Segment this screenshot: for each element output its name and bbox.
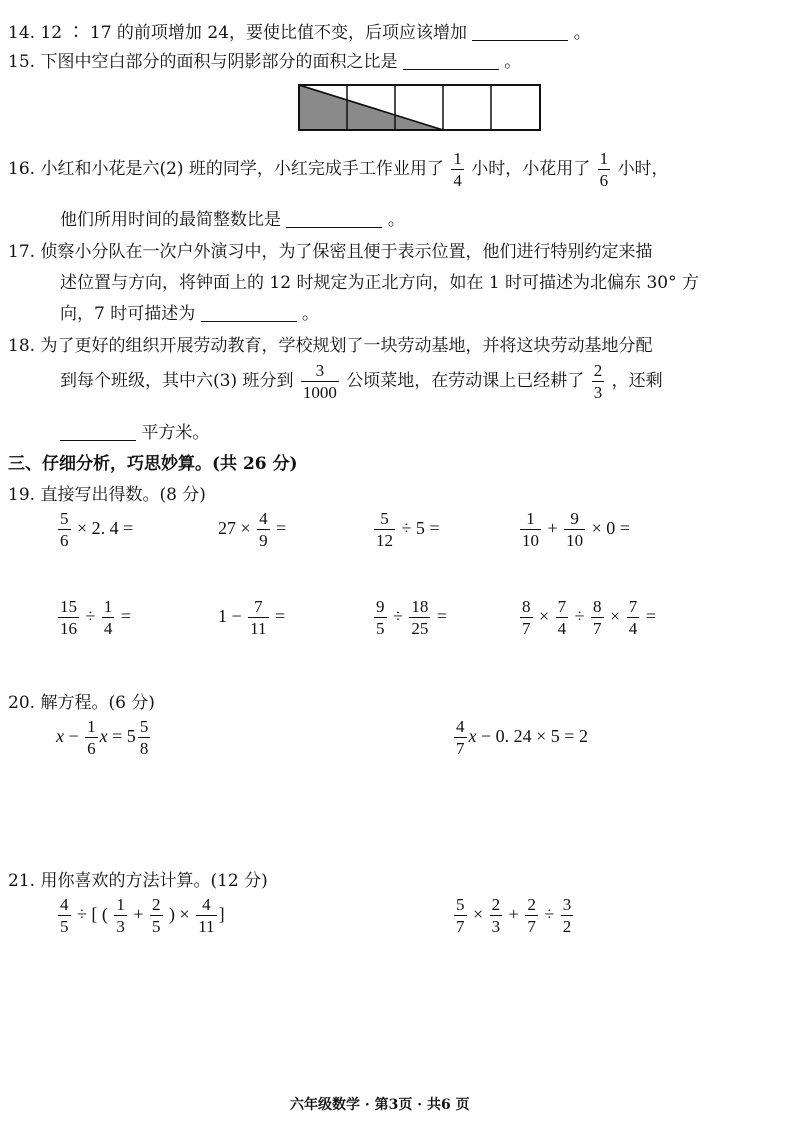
calc-19-7: $\frac{9}{5}$ ÷ $\frac{18}{25}$ = bbox=[376, 597, 448, 638]
equation-20-1: x − $\frac{1}{6}$ x = 5 $\frac{5}{8}$ bbox=[56, 717, 149, 758]
q14-answer-blank[interactable] bbox=[472, 22, 568, 41]
q16-text-b: 小时，小花用了 bbox=[471, 159, 591, 179]
calc-19-1: $\frac{5}{6}$ × 2. 4 = bbox=[60, 509, 134, 550]
calc-19-3: $\frac{5}{12}$ ÷ 5 = bbox=[376, 509, 440, 550]
calc-19-2: 27 × $\frac{4}{9}$ = bbox=[218, 509, 287, 550]
calc-19-6: 1 − $\frac{7}{11}$ = bbox=[218, 597, 286, 638]
q18-line2-b: 公顷菜地，在劳动课上已经耕了 bbox=[346, 371, 585, 391]
equation-20-2: $\frac{4}{7}$ x − 0. 24 × 5 = 2 bbox=[456, 717, 588, 758]
q17-number: 17. bbox=[8, 242, 36, 262]
q16-line2-text: 他们所用时间的最简整数比是 bbox=[60, 210, 281, 230]
q18-fraction-1: $\frac{3}{1000}$ bbox=[302, 361, 337, 402]
q20-title: 20. 解方程。(6 分) bbox=[8, 693, 155, 713]
question-16-line2 bbox=[60, 205, 405, 230]
calc-21-2: $\frac{5}{7}$ × $\frac{2}{3}$ + $\frac{2}{7}$ ÷ $\frac{3}{2}$ bbox=[456, 895, 572, 936]
q16-post: 。 bbox=[387, 210, 405, 230]
q14-text: 12 ∶ 17 的前项增加 24，要使比值不变，后项应该增加 bbox=[40, 23, 467, 43]
question-17-line3 bbox=[60, 299, 319, 324]
q16-fraction-1: $\frac{1}{4}$ bbox=[453, 149, 462, 190]
q17-line3-text: 向，7 时可描述为 bbox=[60, 304, 196, 324]
question-18-line3 bbox=[60, 418, 209, 443]
q18-line2-a: 到每个班级，其中六(3) 班分到 bbox=[60, 371, 294, 391]
q15-post: 。 bbox=[504, 52, 522, 72]
q18-line3-text: 平方米。 bbox=[141, 423, 210, 443]
q16-answer-blank[interactable] bbox=[286, 209, 382, 228]
q17-post: 。 bbox=[302, 304, 320, 324]
q17-line2: 述位置与方向，将钟面上的 12 时规定为正北方向，如在 1 时可描述为北偏东 30° 方 bbox=[60, 273, 700, 293]
q19-title: 19. 直接写出得数。(8 分) bbox=[8, 485, 206, 505]
q15-text: 下图中空白部分的面积与阴影部分的面积之比是 bbox=[40, 52, 398, 72]
q16-fraction-2: $\frac{1}{6}$ bbox=[599, 149, 609, 190]
q18-number: 18. bbox=[8, 336, 36, 356]
calc-19-8: $\frac{8}{7}$ × $\frac{7}{4}$ ÷ $\frac{8}{7}$ × $\frac{7}{4}$ = bbox=[522, 597, 656, 638]
question-18 bbox=[8, 331, 652, 356]
q16-number: 16. bbox=[8, 159, 36, 179]
question-17 bbox=[8, 237, 652, 262]
q18-line1: 为了更好的组织开展劳动教育，学校规划了一块劳动基地，并将这块劳动基地分配 bbox=[40, 336, 653, 356]
q18-line2-c: ，还剩 bbox=[611, 371, 663, 391]
q14-number: 14. bbox=[8, 23, 36, 43]
section-3-heading: 三、仔细分析，巧思妙算。(共 26 分) bbox=[8, 454, 298, 474]
q16-text-a: 小红和小花是六(2) 班的同学，小红完成手工作业用了 bbox=[40, 159, 444, 179]
question-15 bbox=[8, 47, 521, 72]
q17-answer-blank[interactable] bbox=[201, 303, 297, 322]
calc-19-4: $\frac{1}{10}$ + $\frac{9}{10}$ × 0 = bbox=[522, 509, 630, 550]
calc-19-5: $\frac{15}{16}$ ÷ $\frac{1}{4}$ = bbox=[60, 597, 132, 638]
calc-21-1: $\frac{4}{5}$ ÷ [ ( $\frac{1}{3}$ + $\frac{2}{5}$ ) × $\frac{4}{11}$ ] bbox=[60, 895, 225, 936]
question-16 bbox=[8, 150, 669, 189]
q17-line1: 侦察小分队在一次户外演习中，为了保密且便于表示位置，他们进行特别约定来描 bbox=[40, 242, 653, 262]
q21-title: 21. 用你喜欢的方法计算。(12 分) bbox=[8, 871, 268, 891]
q14-post: 。 bbox=[573, 23, 591, 43]
question-14 bbox=[8, 18, 591, 43]
question-18-line2 bbox=[60, 362, 663, 401]
q15-number: 15. bbox=[8, 52, 36, 72]
page-footer: 六年级数学 · 第3页 · 共6 页 bbox=[290, 1097, 470, 1113]
q15-area-figure bbox=[297, 83, 543, 133]
q18-fraction-2: $\frac{2}{3}$ bbox=[593, 361, 603, 402]
q15-answer-blank[interactable] bbox=[403, 51, 499, 70]
q16-text-c: 小时， bbox=[617, 159, 669, 179]
q18-answer-blank[interactable] bbox=[60, 422, 136, 441]
